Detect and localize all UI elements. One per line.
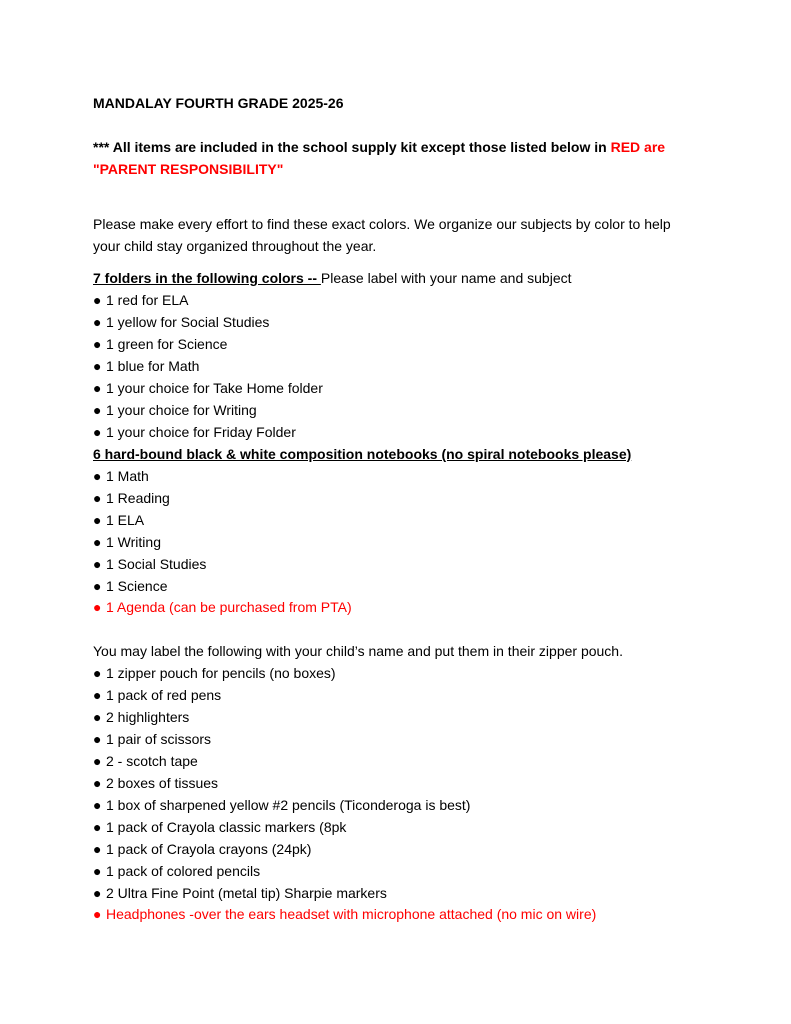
list-item <box>93 730 211 748</box>
list-item-text: 1 Reading <box>106 490 170 506</box>
bullet-icon: ● <box>93 424 102 440</box>
notebooks-heading: 6 hard-bound black & white composition notebooks (no spiral notebooks please) <box>93 446 632 462</box>
bullet-icon: ● <box>93 380 102 396</box>
list-item-text: 1 blue for Math <box>106 358 200 374</box>
bullet-icon: ● <box>93 336 102 352</box>
list-item <box>93 774 218 792</box>
list-item-text: 1 your choice for Take Home folder <box>106 380 323 396</box>
list-item <box>93 379 323 397</box>
list-item-text: 1 box of sharpened yellow #2 pencils (Ticonderoga is best) <box>106 797 471 813</box>
list-item <box>93 862 260 880</box>
list-item <box>93 511 144 529</box>
list-item <box>93 577 167 595</box>
list-item <box>93 401 257 419</box>
list-item-text: 1 Social Studies <box>106 556 207 572</box>
bullet-icon: ● <box>93 753 102 769</box>
list-item <box>93 686 221 704</box>
bullet-icon: ● <box>93 665 102 681</box>
bullet-icon: ● <box>93 578 102 594</box>
list-item-text: 1 pack of Crayola crayons (24pk) <box>106 841 312 857</box>
list-item <box>93 884 387 902</box>
intro-line-2: your child stay organized throughout the year. <box>93 238 377 254</box>
notice-prefix: *** All items are included in the school supply kit except those listed below in <box>93 139 611 155</box>
list-item-text: 2 highlighters <box>106 709 190 725</box>
bullet-icon: ● <box>93 687 102 703</box>
bullet-icon: ● <box>93 402 102 418</box>
bullet-icon: ● <box>93 775 102 791</box>
folders-heading-line <box>93 269 572 287</box>
list-item <box>93 357 199 375</box>
list-item <box>93 467 149 485</box>
bullet-icon: ● <box>93 819 102 835</box>
list-item-agenda <box>93 598 352 616</box>
list-item-text: 1 Writing <box>106 534 161 550</box>
bullet-icon: ● <box>93 906 102 922</box>
list-item-text: 2 Ultra Fine Point (metal tip) Sharpie markers <box>106 885 387 901</box>
bullet-icon: ● <box>93 534 102 550</box>
bullet-icon: ● <box>93 314 102 330</box>
bullet-icon: ● <box>93 731 102 747</box>
bullet-icon: ● <box>93 885 102 901</box>
list-item-text: 1 green for Science <box>106 336 228 352</box>
notice-line-1 <box>93 138 665 156</box>
bullet-icon: ● <box>93 709 102 725</box>
list-item-text: 1 pack of colored pencils <box>106 863 261 879</box>
list-item-text: 1 pack of Crayola classic markers (8pk <box>106 819 347 835</box>
pouch-intro: You may label the following with your child’s name and put them in their zipper pouch. <box>93 643 623 659</box>
list-item <box>93 555 206 573</box>
list-item <box>93 708 189 726</box>
intro-line-1: Please make every effort to find these exact colors. We organize our subjects by color to help <box>93 216 671 232</box>
list-item-text: 1 red for ELA <box>106 292 189 308</box>
list-item-text: 1 ELA <box>106 512 145 528</box>
list-item <box>93 664 336 682</box>
headphones-item: Headphones -over the ears headset with microphone attached (no mic on wire) <box>106 906 597 922</box>
list-item <box>93 752 198 770</box>
bullet-icon: ● <box>93 358 102 374</box>
list-item <box>93 840 311 858</box>
bullet-icon: ● <box>93 556 102 572</box>
bullet-icon: ● <box>93 841 102 857</box>
list-item-text: 2 boxes of tissues <box>106 775 219 791</box>
list-item-text: 1 your choice for Writing <box>106 402 257 418</box>
list-item-text: 1 yellow for Social Studies <box>106 314 270 330</box>
list-item-text: 1 Science <box>106 578 168 594</box>
notice-line-2: "PARENT RESPONSIBILITY" <box>93 161 284 177</box>
folders-heading: 7 folders in the following colors -- <box>93 270 321 286</box>
list-item <box>93 291 189 309</box>
notice-red-inline: RED are <box>610 139 666 155</box>
bullet-icon: ● <box>93 490 102 506</box>
bullet-icon: ● <box>93 292 102 308</box>
list-item <box>93 335 227 353</box>
bullet-icon: ● <box>93 863 102 879</box>
bullet-icon: ● <box>93 512 102 528</box>
list-item-text: 1 your choice for Friday Folder <box>106 424 296 440</box>
list-item-text: 2 - scotch tape <box>106 753 198 769</box>
list-item-headphones <box>93 905 596 923</box>
list-item <box>93 313 269 331</box>
list-item-text: 1 pack of red pens <box>106 687 222 703</box>
agenda-item: 1 Agenda (can be purchased from PTA) <box>106 599 352 615</box>
page-title: MANDALAY FOURTH GRADE 2025-26 <box>93 95 344 111</box>
bullet-icon: ● <box>93 468 102 484</box>
list-item <box>93 489 170 507</box>
list-item <box>93 796 470 814</box>
list-item-text: 1 pair of scissors <box>106 731 212 747</box>
list-item <box>93 423 296 441</box>
list-item <box>93 818 346 836</box>
folders-note: Please label with your name and subject <box>320 270 572 286</box>
list-item-text: 1 zipper pouch for pencils (no boxes) <box>106 665 336 681</box>
bullet-icon: ● <box>93 599 102 615</box>
list-item <box>93 533 161 551</box>
list-item-text: 1 Math <box>106 468 149 484</box>
bullet-icon: ● <box>93 797 102 813</box>
